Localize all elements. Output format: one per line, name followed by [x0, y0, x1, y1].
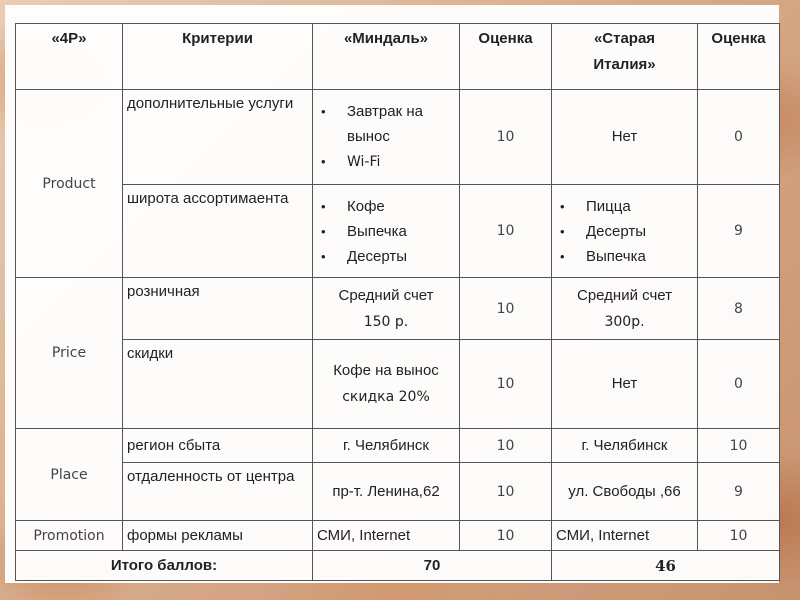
list-item: [321, 219, 459, 244]
header-staraya-line1: «Старая: [593, 30, 656, 47]
mindal-cell: [313, 278, 460, 340]
staraya-cell: г. Челябинск: [552, 429, 698, 463]
table-row: [16, 521, 780, 551]
bullet-icon: •: [321, 198, 326, 214]
list-item: [560, 219, 697, 244]
staraya-cell: СМИ, Internet: [552, 521, 698, 551]
criteria-cell: дополнительные услуги: [123, 90, 313, 185]
staraya-line2: 300р.: [604, 313, 645, 330]
list-item-text: Десерты: [347, 247, 408, 265]
mindal-cell: СМИ, Internet: [313, 521, 460, 551]
staraya-cell: ул. Свободы ,66: [552, 463, 698, 521]
mindal-line2: скидка 20%: [342, 389, 430, 405]
table-row: [16, 463, 780, 521]
bullet-list: [313, 190, 459, 273]
header-staraya-italiya: [552, 24, 698, 90]
table-row: [16, 429, 780, 463]
criteria-cell: широта ассортимаента: [123, 185, 313, 278]
score-cell: 10: [460, 90, 552, 185]
category-product: Product: [16, 90, 123, 278]
bullet-icon: •: [560, 248, 565, 264]
bullet-icon: •: [321, 104, 326, 119]
score-cell: 10: [460, 429, 552, 463]
bullet-icon: •: [560, 223, 565, 239]
total-row: [16, 551, 780, 581]
list-item: [560, 194, 697, 219]
list-item-text: Выпечка: [586, 247, 646, 265]
list-item: [321, 244, 459, 269]
score-cell: 10: [698, 429, 780, 463]
list-item-text: Кофе: [347, 197, 385, 215]
mindal-cell: пр-т. Ленина,62: [313, 463, 460, 521]
bullet-icon: •: [321, 223, 326, 239]
criteria-cell: розничная: [123, 278, 313, 340]
list-item-text: Завтрак на вынос: [347, 103, 423, 145]
staraya-cell: [552, 185, 698, 278]
bullet-icon: •: [321, 154, 326, 169]
mindal-cell: [313, 340, 460, 429]
staraya-cell: Нет: [552, 90, 698, 185]
list-item: [560, 244, 697, 269]
slide-panel: [5, 5, 779, 583]
header-4p: «4P»: [16, 24, 123, 90]
list-item: [321, 194, 459, 219]
mindal-cell: [313, 185, 460, 278]
score-cell: 10: [460, 278, 552, 340]
criteria-cell: регион сбыта: [123, 429, 313, 463]
list-item-text: Wi-Fi: [347, 154, 381, 170]
table-row: [16, 340, 780, 429]
category-promotion: Promotion: [16, 521, 123, 551]
bullet-list: [552, 190, 697, 273]
total-staraya: 46: [552, 551, 780, 581]
total-mindal: 70: [313, 551, 552, 581]
score-cell: 0: [698, 340, 780, 429]
score-cell: 10: [460, 521, 552, 551]
criteria-cell: формы рекламы: [123, 521, 313, 551]
score-cell: 10: [460, 463, 552, 521]
header-criteria: Критерии: [123, 24, 313, 90]
mindal-cell: г. Челябинск: [313, 429, 460, 463]
list-item-text: Выпечка: [347, 222, 407, 240]
mindal-line1: Кофе на вынос: [333, 362, 439, 379]
table-row: [16, 278, 780, 340]
list-item-text: Пицца: [586, 197, 631, 215]
mindal-line1: Средний счет: [338, 286, 434, 304]
table-row: [16, 185, 780, 278]
staraya-line1: Средний счет: [576, 286, 672, 304]
bullet-list: [313, 95, 459, 179]
score-cell: 10: [698, 521, 780, 551]
score-cell: 8: [698, 278, 780, 340]
score-cell: 0: [698, 90, 780, 185]
staraya-cell: Нет: [552, 340, 698, 429]
bullet-icon: •: [560, 198, 565, 214]
bullet-icon: •: [321, 248, 326, 264]
header-staraya-line2: Италия»: [593, 56, 656, 73]
category-price: Price: [16, 278, 123, 429]
criteria-cell: скидки: [123, 340, 313, 429]
list-item: [321, 149, 459, 175]
score-cell: 10: [460, 185, 552, 278]
score-cell: 9: [698, 463, 780, 521]
list-item-text: Десерты: [586, 222, 647, 240]
table-header-row: [16, 24, 780, 90]
comparison-table: [15, 23, 780, 581]
list-item: [321, 99, 459, 149]
header-score-staraya: Оценка: [698, 24, 780, 90]
score-cell: 10: [460, 340, 552, 429]
mindal-line2: 150 р.: [363, 313, 409, 330]
table-row: [16, 90, 780, 185]
mindal-cell: [313, 90, 460, 185]
total-label: Итого баллов:: [16, 551, 313, 581]
criteria-cell: отдаленность от центра: [123, 463, 313, 521]
category-place: Place: [16, 429, 123, 521]
staraya-cell: [552, 278, 698, 340]
header-mindal: «Миндаль»: [313, 24, 460, 90]
header-score-mindal: Оценка: [460, 24, 552, 90]
score-cell: 9: [698, 185, 780, 278]
